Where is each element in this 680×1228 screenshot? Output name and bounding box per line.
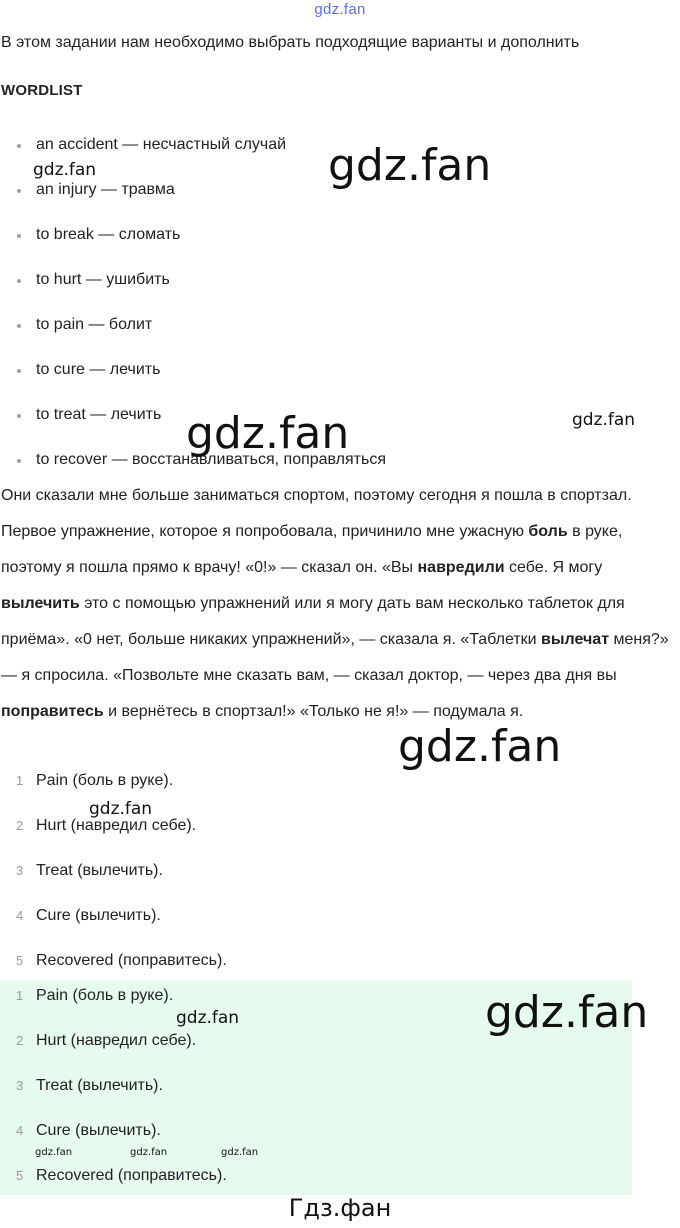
bullet-icon bbox=[17, 324, 21, 328]
top-watermark: gdz.fan bbox=[314, 1, 366, 18]
watermark: gdz.fan bbox=[398, 721, 562, 772]
watermark: gdz.fan bbox=[221, 1147, 259, 1158]
intro-text: В этом задании нам необходимо выбрать подходящие варианты и дополнить bbox=[1, 34, 580, 51]
watermark: gdz.fan bbox=[33, 160, 97, 180]
bullet-icon bbox=[17, 369, 21, 373]
watermark: gdz.fan bbox=[186, 408, 350, 459]
story-keyword: поправитесь bbox=[1, 703, 104, 720]
watermark: gdz.fan bbox=[572, 410, 636, 430]
watermark: gdz.fan bbox=[130, 1147, 168, 1158]
wordlist-heading: WORDLIST bbox=[1, 82, 83, 99]
story-keyword: вылечить bbox=[1, 595, 80, 612]
story-paragraph: Они сказали мне больше заниматься спортом, поэтому сегодня я пошла в спортзал. Первое упражнение, которое я попробовала, причинило мне ужасную боль в руке, поэтому я пошла прямо к врачу! «0!» — сказал он. «Вы навредили себе. Я могу вылечить это с помощью упражнений или я могу дать вам несколько таблеток для приёма». «0 нет, больше никаких упражнений», — сказала я. «Таблетки вылечат меня?» — я спросила. «Позвольте мне сказать вам, — сказал доктор, — через два дня вы поправитесь и вернётесь в спортзал!» «Только не я!» — подумала я. bbox=[1, 487, 669, 720]
bullet-icon bbox=[17, 459, 21, 463]
watermark: gdz.fan bbox=[328, 140, 492, 191]
bullet-icon bbox=[17, 189, 21, 193]
story-keyword: боль bbox=[528, 523, 568, 540]
watermark: gdz.fan bbox=[35, 1147, 73, 1158]
watermark: gdz.fan bbox=[485, 987, 649, 1038]
bullet-icon bbox=[17, 144, 21, 148]
watermark: gdz.fan bbox=[176, 1008, 240, 1028]
watermark: gdz.fan bbox=[89, 799, 153, 819]
bullet-icon bbox=[17, 234, 21, 238]
bottom-watermark: Гдз.фан bbox=[288, 1194, 392, 1222]
story-keyword: навредили bbox=[417, 559, 505, 576]
story-keyword: вылечат bbox=[541, 631, 610, 648]
bullet-icon bbox=[17, 279, 21, 283]
bullet-icon bbox=[17, 414, 21, 418]
